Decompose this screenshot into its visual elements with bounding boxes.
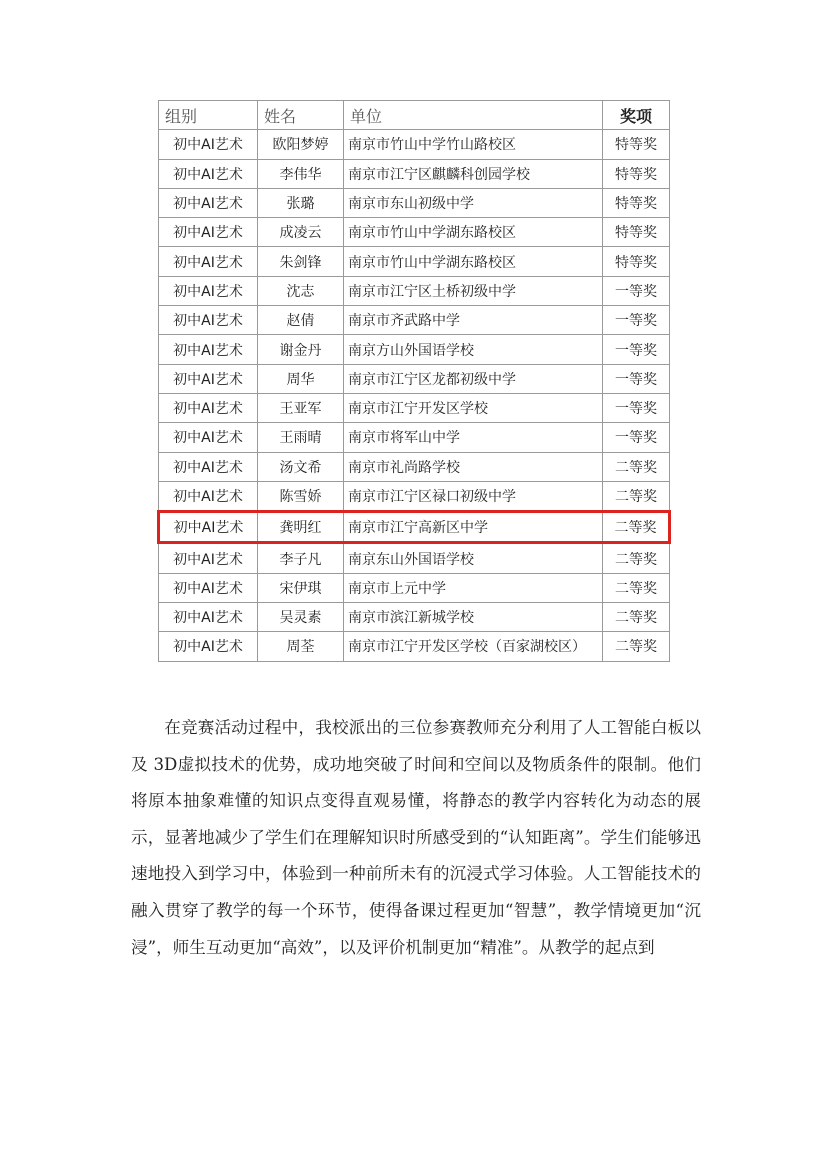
- cell-name: 张璐: [258, 188, 344, 217]
- cell-name: 吴灵素: [258, 603, 344, 632]
- cell-name: 赵倩: [258, 306, 344, 335]
- cell-unit: 南京市东山初级中学: [344, 188, 603, 217]
- cell-unit: 南京市齐武路中学: [344, 306, 603, 335]
- cell-unit: 南京市将军山中学: [344, 423, 603, 452]
- table-row: [159, 247, 670, 276]
- cell-award: 二等奖: [603, 452, 670, 481]
- cell-group: 初中AI艺术: [159, 481, 258, 511]
- cell-award: 二等奖: [603, 481, 670, 511]
- cell-award: 一等奖: [603, 335, 670, 364]
- cell-group: 初中AI艺术: [159, 512, 258, 543]
- cell-group: 初中AI艺术: [159, 188, 258, 217]
- cell-group: 初中AI艺术: [159, 452, 258, 481]
- cell-group: 初中AI艺术: [159, 603, 258, 632]
- table-row: [159, 452, 670, 481]
- cell-name: 王亚军: [258, 393, 344, 422]
- cell-unit: 南京东山外国语学校: [344, 543, 603, 573]
- cell-name: 李子凡: [258, 543, 344, 573]
- cell-award: 二等奖: [603, 632, 670, 661]
- cell-group: 初中AI艺术: [159, 335, 258, 364]
- cell-unit: 南京市上元中学: [344, 573, 603, 602]
- cell-name: 周荃: [258, 632, 344, 661]
- cell-group: 初中AI艺术: [159, 423, 258, 452]
- award-table: [157, 100, 671, 662]
- cell-unit: 南京市江宁高新区中学: [344, 512, 603, 543]
- cell-unit: 南京市竹山中学竹山路校区: [344, 130, 603, 159]
- cell-award: 一等奖: [603, 423, 670, 452]
- cell-unit: 南京市竹山中学湖东路校区: [344, 247, 603, 276]
- table-row: [159, 393, 670, 422]
- cell-unit: 南京市礼尚路学校: [344, 452, 603, 481]
- header-unit: 单位: [344, 101, 603, 130]
- table-row: [159, 335, 670, 364]
- cell-unit: 南京市江宁区土桥初级中学: [344, 276, 603, 305]
- cell-name: 朱剑锋: [258, 247, 344, 276]
- table-row: [159, 543, 670, 573]
- cell-group: 初中AI艺术: [159, 393, 258, 422]
- table-row: [159, 306, 670, 335]
- cell-group: 初中AI艺术: [159, 306, 258, 335]
- cell-unit: 南京方山外国语学校: [344, 335, 603, 364]
- cell-award: 特等奖: [603, 218, 670, 247]
- cell-name: 周华: [258, 364, 344, 393]
- cell-name: 欧阳梦婷: [258, 130, 344, 159]
- cell-name: 宋伊琪: [258, 573, 344, 602]
- table-row: [159, 130, 670, 159]
- cell-unit: 南京市江宁开发区学校: [344, 393, 603, 422]
- table-row: [159, 218, 670, 247]
- cell-name: 谢金丹: [258, 335, 344, 364]
- table-row: [159, 364, 670, 393]
- cell-name: 李伟华: [258, 159, 344, 188]
- cell-award: 特等奖: [603, 247, 670, 276]
- cell-group: 初中AI艺术: [159, 573, 258, 602]
- table-row: [159, 423, 670, 452]
- cell-name: 沈志: [258, 276, 344, 305]
- cell-award: 特等奖: [603, 159, 670, 188]
- cell-group: 初中AI艺术: [159, 632, 258, 661]
- cell-award: 二等奖: [603, 603, 670, 632]
- table-row: [159, 481, 670, 511]
- cell-award: 特等奖: [603, 188, 670, 217]
- table-row: [159, 603, 670, 632]
- table-row: [159, 276, 670, 305]
- table-row: [159, 188, 670, 217]
- table-header-row: [159, 101, 670, 130]
- cell-group: 初中AI艺术: [159, 130, 258, 159]
- cell-name: 王雨晴: [258, 423, 344, 452]
- cell-award: 二等奖: [603, 543, 670, 573]
- cell-group: 初中AI艺术: [159, 218, 258, 247]
- cell-name: 龚明红: [258, 512, 344, 543]
- cell-award: 特等奖: [603, 130, 670, 159]
- cell-group: 初中AI艺术: [159, 364, 258, 393]
- cell-award: 一等奖: [603, 364, 670, 393]
- cell-group: 初中AI艺术: [159, 543, 258, 573]
- cell-name: 汤文希: [258, 452, 344, 481]
- cell-award: 二等奖: [603, 512, 670, 543]
- cell-group: 初中AI艺术: [159, 247, 258, 276]
- cell-award: 一等奖: [603, 306, 670, 335]
- cell-unit: 南京市竹山中学湖东路校区: [344, 218, 603, 247]
- cell-group: 初中AI艺术: [159, 276, 258, 305]
- header-award: 奖项: [603, 101, 670, 130]
- cell-award: 一等奖: [603, 393, 670, 422]
- header-group: 组别: [159, 101, 258, 130]
- cell-award: 二等奖: [603, 573, 670, 602]
- table-row: [159, 632, 670, 661]
- cell-group: 初中AI艺术: [159, 159, 258, 188]
- cell-name: 成凌云: [258, 218, 344, 247]
- cell-unit: 南京市滨江新城学校: [344, 603, 603, 632]
- cell-award: 一等奖: [603, 276, 670, 305]
- cell-unit: 南京市江宁开发区学校（百家湖校区）: [344, 632, 603, 661]
- header-name: 姓名: [258, 101, 344, 130]
- cell-unit: 南京市江宁区禄口初级中学: [344, 481, 603, 511]
- table-row-highlighted: [159, 512, 670, 543]
- table-row: [159, 573, 670, 602]
- article-paragraph: 在竞赛活动过程中，我校派出的三位参赛教师充分利用了人工智能白板以及 3D虚拟技术的优势，成功地突破了时间和空间以及物质条件的限制。他们将原本抽象难懂的知识点变得直观易懂，将静态的教学内容转化为动态的展示，显著地减少了学生们在理解知识时所感受到的“认知距离”。学生们能够迅速地投入到学习中，体验到一种前所未有的沉浸式学习体验。人工智能技术的融入贯穿了教学的每一个环节，使得备课过程更加“智慧”，教学情境更加“沉浸”，师生互动更加“高效”，以及评价机制更加“精准”。从教学的起点到: [131, 718, 701, 957]
- table-row: [159, 159, 670, 188]
- cell-name: 陈雪娇: [258, 481, 344, 511]
- cell-unit: 南京市江宁区龙都初级中学: [344, 364, 603, 393]
- cell-unit: 南京市江宁区麒麟科创园学校: [344, 159, 603, 188]
